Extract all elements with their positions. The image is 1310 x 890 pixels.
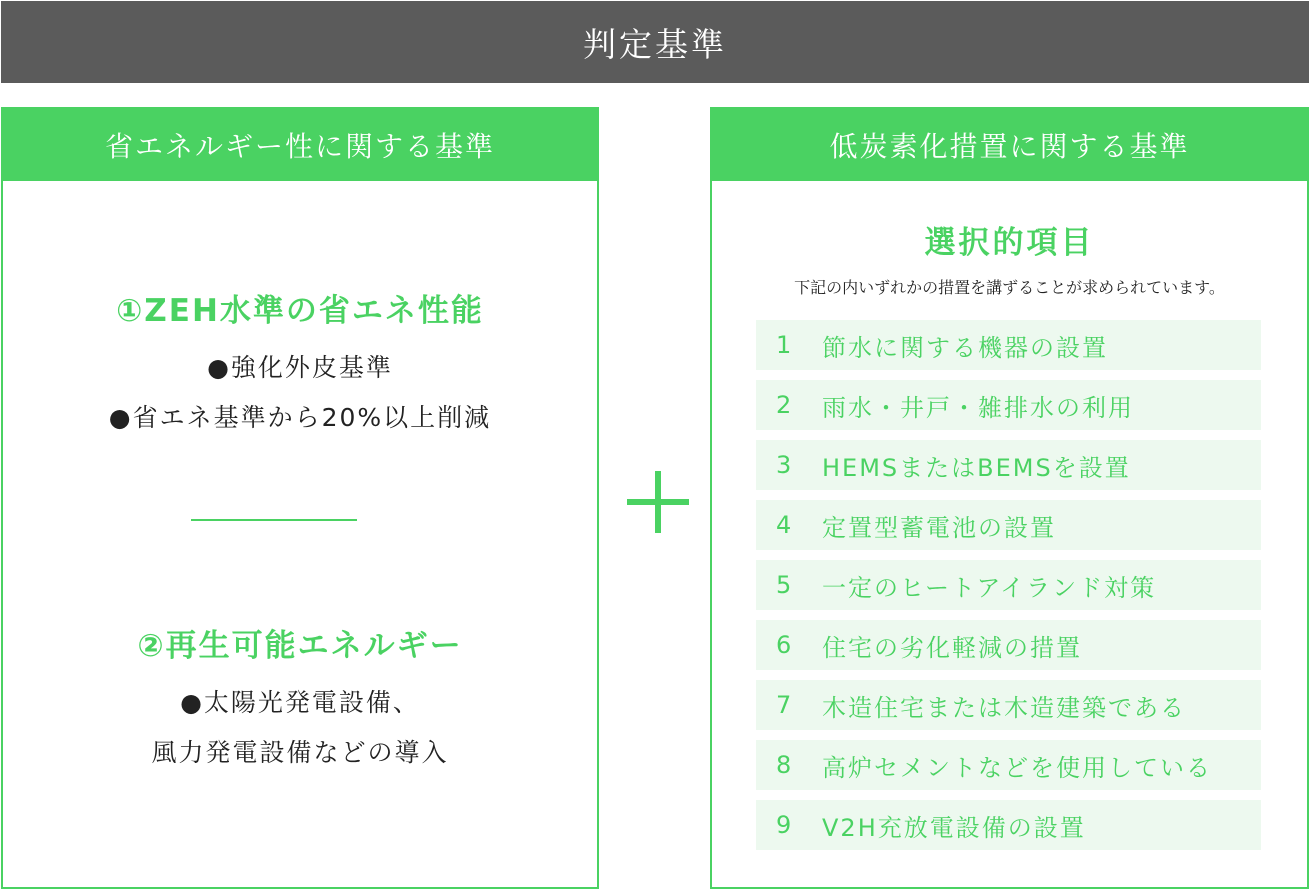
item-number: 9	[776, 811, 794, 839]
item-number: 8	[776, 751, 794, 779]
item-number: 1	[776, 331, 794, 359]
list-item	[756, 800, 1261, 850]
list-item	[756, 320, 1261, 370]
item-number: 6	[776, 631, 794, 659]
renewable-section-title: ②再生可能エネルギー	[137, 628, 463, 664]
item-label: V2H充放電設備の設置	[822, 813, 1086, 842]
item-label: 高炉セメントなどを使用している	[822, 753, 1212, 782]
item-label: 木造住宅または木造建築である	[822, 693, 1186, 722]
low-carbon-header: 低炭素化措置に関する基準	[712, 109, 1307, 181]
energy-saving-header: 省エネルギー性に関する基準	[3, 109, 597, 181]
list-item	[756, 560, 1261, 610]
list-item	[756, 680, 1261, 730]
list-item	[756, 620, 1261, 670]
energy-saving-panel	[1, 107, 599, 889]
item-number: 5	[776, 571, 794, 599]
item-number: 7	[776, 691, 794, 719]
page-banner	[1, 1, 1309, 83]
measure-list	[756, 320, 1261, 860]
banner-title: 判定基準	[583, 24, 727, 64]
item-number: 3	[776, 451, 794, 479]
item-label: 一定のヒートアイランド対策	[822, 573, 1157, 602]
low-carbon-panel	[710, 107, 1309, 889]
section-divider	[191, 519, 357, 521]
item-label: 雨水・井戸・雑排水の利用	[822, 393, 1134, 422]
item-number: 2	[776, 391, 794, 419]
plus-icon	[627, 471, 689, 533]
zeh-section-title: ①ZEH水準の省エネ性能	[116, 293, 484, 329]
list-item	[756, 500, 1261, 550]
renewable-section-body	[3, 678, 597, 778]
item-label: 住宅の劣化軽減の措置	[822, 633, 1082, 662]
zeh-section-body	[3, 343, 597, 443]
selective-items-description: 下記の内いずれかの措置を講ずることが求められています。	[794, 278, 1225, 297]
renewable-line-2: 風力発電設備などの導入	[151, 738, 449, 767]
selective-items-title: 選択的項目	[924, 225, 1095, 261]
list-item	[756, 740, 1261, 790]
item-label: 定置型蓄電池の設置	[822, 513, 1056, 542]
item-number: 4	[776, 511, 794, 539]
zeh-line-1: ●強化外皮基準	[207, 353, 393, 382]
item-label: 節水に関する機器の設置	[822, 333, 1108, 362]
zeh-line-2: ●省エネ基準から20%以上削減	[108, 403, 492, 432]
list-item	[756, 440, 1261, 490]
list-item	[756, 380, 1261, 430]
item-label: HEMSまたはBEMSを設置	[822, 453, 1131, 482]
plus-vertical-bar	[655, 471, 661, 533]
renewable-line-1: ●太陽光発電設備、	[180, 688, 420, 717]
